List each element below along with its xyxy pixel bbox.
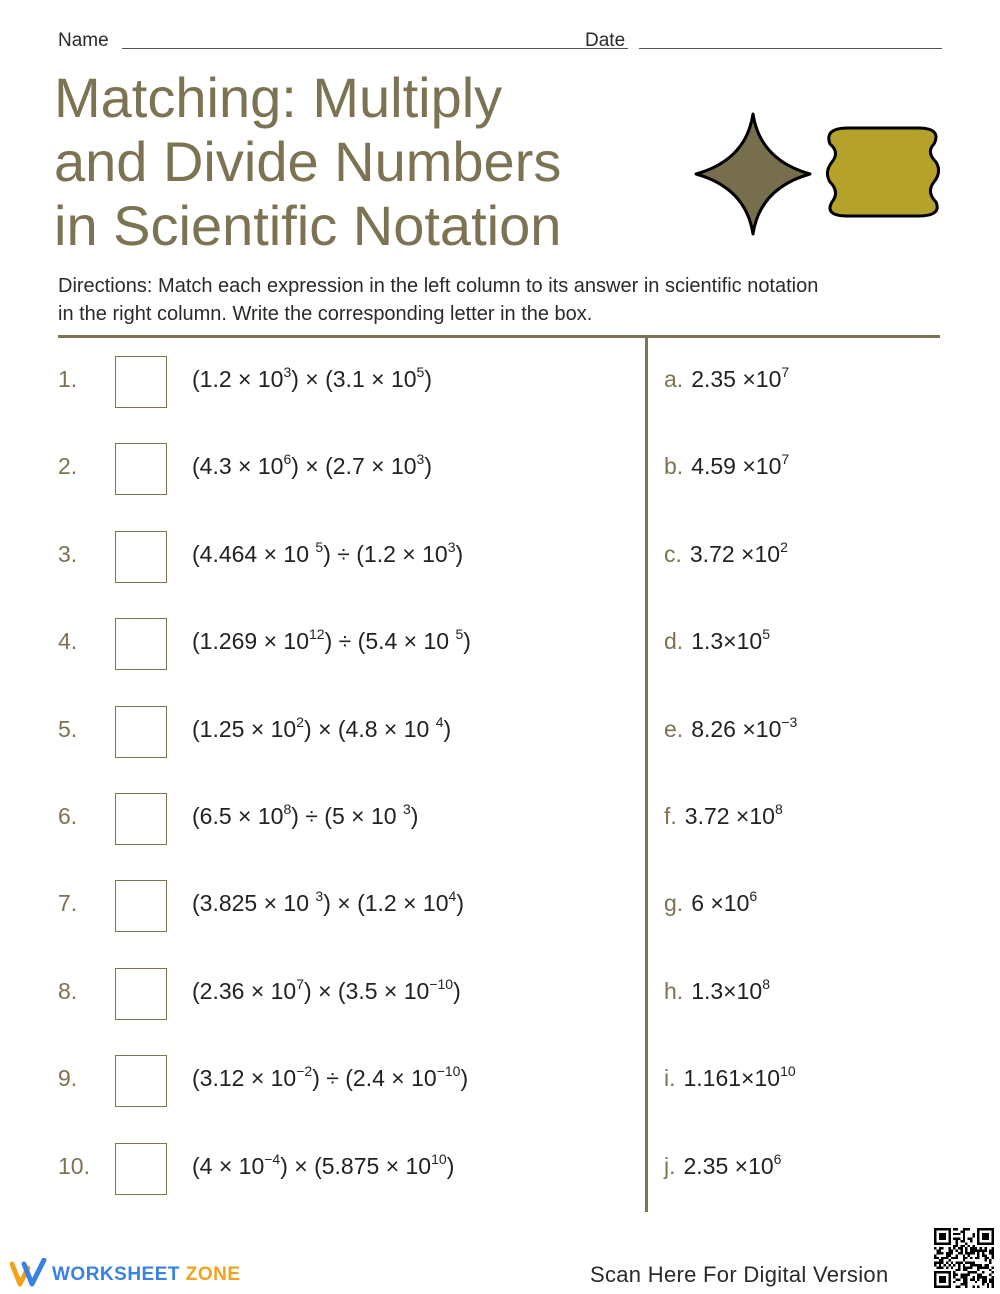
expression-text: ) ÷ (5 × 10 [291, 803, 403, 829]
expression-text: (6.5 × 10 [192, 803, 284, 829]
expression-text: (2.36 × 10 [192, 977, 297, 1004]
exponent: −10 [436, 1063, 461, 1080]
answer-letter: c. [664, 540, 682, 567]
answer-letter: a. [664, 366, 684, 392]
answer-value [685, 803, 783, 829]
answer-value [689, 538, 788, 567]
expression-text: (4 × 10 [192, 1152, 265, 1179]
answer-box[interactable] [115, 531, 167, 583]
expression-text: ) [424, 453, 433, 480]
answer-base: 6 ×10 [691, 890, 750, 917]
question-expression [192, 453, 432, 480]
answer-box[interactable] [115, 618, 167, 670]
question-number: 5. [58, 715, 78, 742]
answer-base: 8.26 ×10 [691, 715, 782, 742]
expression-text: ) [456, 890, 464, 917]
exponent: 3 [315, 888, 324, 905]
expression-text: (3.825 × 10 [192, 890, 316, 917]
expression-text: ) [446, 1152, 455, 1179]
expression-text: ) [424, 366, 433, 392]
directions [58, 272, 918, 328]
exponent: 3 [416, 451, 425, 468]
answer-box[interactable] [115, 880, 167, 932]
title-line-3: in Scientific Notation [54, 194, 562, 257]
logo-main: WORKSHEET [52, 1264, 180, 1285]
answer-box[interactable] [115, 1143, 167, 1195]
answer-option [664, 453, 954, 493]
answer-value [691, 366, 789, 392]
exponent: 4 [448, 888, 457, 905]
question-number: 9. [58, 1065, 78, 1092]
exponent: −10 [429, 975, 454, 992]
exponent: 8 [774, 801, 783, 817]
expression-text: ) × (4.8 × 10 [304, 715, 436, 742]
answer-option [664, 890, 954, 930]
question-number: 10. [58, 1152, 90, 1179]
question-expression [192, 366, 432, 393]
answer-letter: d. [664, 628, 684, 655]
expression-text: ) × (1.2 × 10 [323, 890, 449, 917]
answer-base: 1.161×10 [683, 1065, 781, 1092]
directions-line-1: Directions: Match each expression in the left column to its answer in scientific notation [58, 275, 819, 297]
exponent: −3 [781, 713, 798, 730]
exponent: 10 [780, 1063, 796, 1080]
four-point-star-icon [696, 114, 810, 234]
expression-text: ) × (5.875 × 10 [280, 1152, 432, 1179]
horizontal-divider [58, 335, 940, 338]
question-number: 6. [58, 803, 78, 829]
answer-value [691, 453, 789, 479]
question-number: 1. [58, 366, 78, 392]
question-number: 4. [58, 628, 78, 655]
expression-text: (4.464 × 10 [192, 540, 316, 567]
answer-value [683, 1150, 782, 1179]
exponent: 7 [781, 364, 790, 380]
answer-letter: j. [664, 1152, 676, 1179]
answer-box[interactable] [115, 706, 167, 758]
worksheetzone-logo-icon [10, 1258, 48, 1288]
exponent: 7 [781, 451, 790, 468]
exponent: 3 [283, 364, 292, 380]
expression-text: ) [443, 715, 452, 742]
question-number: 7. [58, 890, 78, 917]
name-label: Name [58, 30, 109, 51]
answer-value [691, 890, 757, 916]
expression-text: (1.2 × 10 [192, 366, 284, 392]
question-number: 2. [58, 453, 78, 480]
decoration [690, 110, 950, 240]
exponent: 12 [309, 626, 325, 643]
answer-option [664, 1150, 954, 1193]
date-field[interactable] [639, 48, 942, 49]
expression-text: (3.12 × 10 [192, 1065, 297, 1092]
question-number: 8. [58, 977, 78, 1004]
question-row [58, 531, 638, 587]
answer-option [664, 975, 954, 1018]
expression-text: ) [410, 803, 419, 829]
answer-base: 2.35 ×10 [683, 1152, 774, 1179]
answer-base: 3.72 ×10 [684, 803, 775, 829]
expression-text: ) [463, 628, 471, 655]
exponent: 5 [416, 364, 425, 380]
exponent: 8 [762, 975, 770, 992]
expression-text: ) ÷ (2.4 × 10 [312, 1065, 437, 1092]
exponent: 5 [455, 626, 464, 643]
question-row [58, 618, 638, 674]
expression-text: ) [460, 1065, 469, 1092]
answer-base: 1.3×10 [691, 628, 763, 655]
question-row [58, 1055, 638, 1111]
expression-text: ) × (3.5 × 10 [304, 977, 430, 1004]
title-line-2: and Divide Numbers [54, 130, 562, 193]
question-row [58, 356, 638, 412]
expression-text: ) ÷ (5.4 × 10 [324, 628, 456, 655]
expression-text: ) × (2.7 × 10 [291, 453, 417, 480]
question-row [58, 1143, 638, 1199]
answer-letter: f. [664, 803, 677, 829]
exponent: 8 [283, 801, 292, 817]
answer-value [691, 628, 770, 654]
answer-option [664, 366, 954, 406]
answer-letter: i. [664, 1065, 676, 1092]
answer-option [664, 538, 954, 581]
answer-box[interactable] [115, 793, 167, 845]
answer-value [691, 975, 770, 1004]
exponent: 5 [315, 538, 324, 555]
answer-letter: b. [664, 453, 684, 480]
question-expression [192, 538, 464, 568]
question-expression [192, 890, 464, 917]
name-field[interactable] [122, 48, 628, 49]
vertical-divider [645, 336, 648, 1212]
answer-value [684, 1065, 796, 1091]
logo-accent: ZONE [185, 1264, 241, 1285]
question-expression [192, 975, 461, 1005]
answer-box[interactable] [115, 968, 167, 1020]
answer-option [664, 803, 954, 843]
exponent: 5 [762, 626, 770, 643]
answer-letter: h. [664, 977, 684, 1004]
exponent: 6 [773, 1150, 782, 1167]
question-number: 3. [58, 540, 78, 567]
question-row [58, 443, 638, 499]
question-row [58, 880, 638, 936]
exponent: 6 [283, 451, 292, 468]
expression-text: ) × (3.1 × 10 [291, 366, 417, 392]
question-row [58, 968, 638, 1024]
exponent: −4 [264, 1150, 281, 1167]
answer-box[interactable] [115, 356, 167, 408]
page-title [54, 66, 664, 258]
answer-option [664, 1065, 954, 1105]
question-expression [192, 1065, 468, 1092]
answer-letter: g. [664, 890, 684, 917]
question-row [58, 793, 638, 849]
date-label: Date [585, 30, 626, 51]
expression-text: ) [455, 540, 464, 567]
question-expression [192, 628, 471, 655]
expression-text: (1.25 × 10 [192, 715, 297, 742]
exponent: 3 [402, 801, 411, 817]
answer-box[interactable] [115, 443, 167, 495]
exponent: 6 [749, 888, 758, 905]
exponent: 10 [431, 1150, 447, 1167]
header-row [58, 30, 942, 54]
exponent: −2 [296, 1063, 313, 1080]
answer-base: 1.3×10 [691, 977, 763, 1004]
question-expression [192, 713, 452, 743]
title-line-1: Matching: Multiply [54, 66, 503, 129]
exponent: 2 [296, 713, 305, 730]
answer-letter: e. [664, 715, 684, 742]
exponent: 3 [447, 538, 456, 555]
expression-text: (1.269 × 10 [192, 628, 310, 655]
expression-text: ) [453, 977, 461, 1004]
question-expression [192, 1150, 455, 1180]
question-row [58, 706, 638, 762]
exponent: 7 [296, 975, 305, 992]
exponent: 4 [435, 713, 444, 730]
answer-option [664, 628, 954, 668]
scalloped-badge-icon [827, 128, 938, 216]
directions-line-2: in the right column. Write the corresponding letter in the box. [58, 303, 593, 325]
answer-base: 3.72 ×10 [689, 540, 781, 567]
logo-text [52, 1264, 241, 1286]
expression-text: ) ÷ (1.2 × 10 [323, 540, 448, 567]
scan-text: Scan Here For Digital Version [590, 1262, 889, 1287]
qr-code-icon[interactable] [934, 1228, 994, 1288]
answer-option [664, 713, 954, 756]
answer-base: 4.59 ×10 [691, 453, 782, 480]
answer-base: 2.35 ×10 [691, 366, 782, 392]
expression-text: (4.3 × 10 [192, 453, 284, 480]
question-expression [192, 803, 418, 830]
answer-value [691, 713, 798, 742]
answer-box[interactable] [115, 1055, 167, 1107]
exponent: 2 [780, 538, 788, 555]
